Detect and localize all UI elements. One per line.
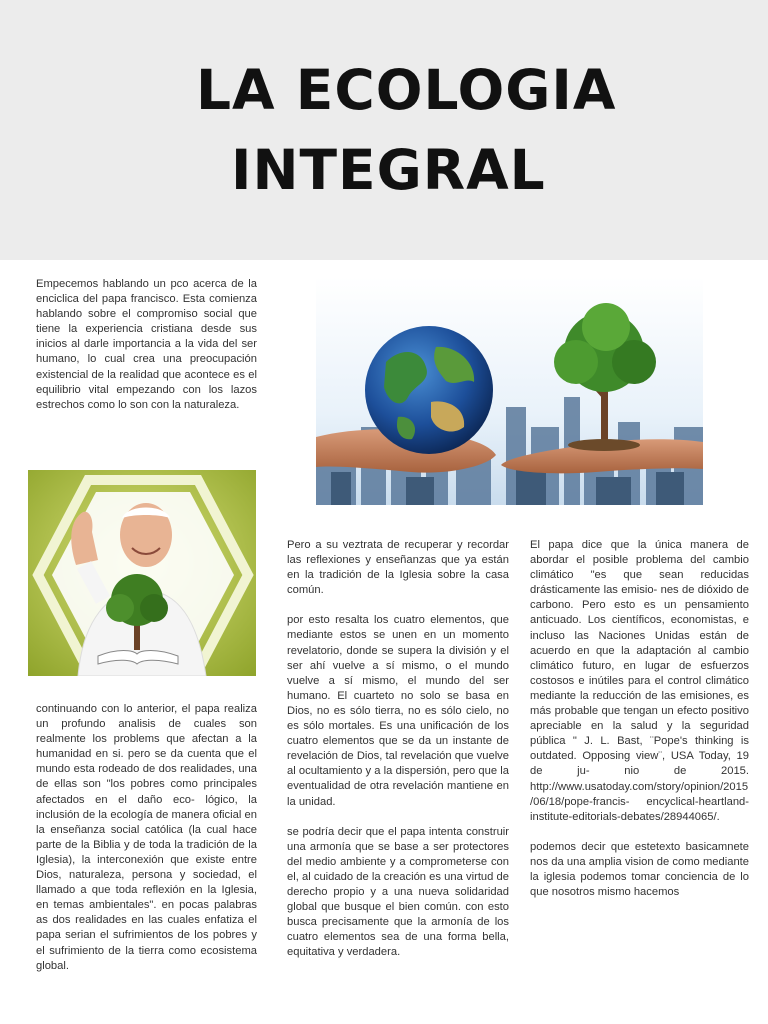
middle-paragraph-2: por esto resalta los cuatro elementos, que mediante estos se unen en un momento revelatorio, donde se supera la división y el ser ahí vuelve a sí mismo, o el mundo vuelve a sí mismo, el mundo del ser humano. El cuarteto no solo se basa en Dios, no es sólo tierra, no es sólo cielo, no es sólo mortales. Es una unificación de los cuatro elementos que se da un instante de revelación de Dios, tal revelación que vuelve al ocultamiento y a la dispersión, pero que la eventualidad de otra revelación mantiene en la unidad.: [287, 614, 509, 808]
title-banner: [0, 0, 768, 260]
pope-tree-book-image: [28, 470, 256, 676]
earth-tree-hands-image: [316, 277, 703, 505]
title-line-1: LA ECOLOGIA: [196, 58, 617, 122]
right-paragraph-1: El papa dice que la única manera de abordar el posible problema del cambio climático "es que sean reducidas drásticamente las emisio- nes de dióxido de carbono. Pero esto es un pensamiento anticuado. Los científicos, economistas, e incluso las Naciones Unidas están de acuerdo en que la adaptación al cambio climático futuro, en lugar de esfuerzos costosos e inútiles para el control climático mediante la reducción de las emisiones, es más probable que tengan un efecto positivo apreciable en la salud y la seguridad pública " J. L. Bast, ¨Pope's thinking is outdated. Opposing view¨, USA Today, 19 de ju- nio de 2015. http://www.usatoday.com/story/opinion/2015/06/18/pope-francis- encyclical-heartland-institute-editorials-debates/28944065/.: [530, 539, 749, 823]
right-paragraph-2: podemos decir que estetexto basicamnete nos da una amplia vision de como mediante la iglesia podemos tomar conciencia de lo que nosotros mismo hacemos: [530, 840, 749, 899]
intro-text: Empecemos hablando un pco acerca de la enciclica del papa francisco. Esta comienza hablando sobre el compromiso social que tiene la experiencia cristiana desde sus inicios al darle importancia a la vida del ser humano, lo cual crea una preocupación existencial de la realidad que acontece es el equilibrio vital empezando con los lazos estrechos como lo son con la naturaleza.: [36, 278, 257, 411]
title-line-2: INTEGRAL: [231, 138, 546, 202]
middle-column-text: [287, 538, 509, 975]
middle-paragraph-1: Pero a su veztrata de recuperar y recordar las reflexiones y enseñanzas que ya están en la tradición de la Iglesia sobre la casa común.: [287, 539, 509, 597]
left-column-text: continuando con lo anterior, el papa realiza un profundo analisis de cuales son realmente los problems que afectan a la humanidad en si. pero se da cuenta que el mundo esta rodeado de dos realidades, una de ellas son "los pobres como principales afectados en el daño eco- lógico, la inclusión de la ecología de manera oficial en la enseñanza social católica (la cual hace parte de la Biblia y de toda la tradición de la Iglesia), la interconexión que existe entre Dios, naturaleza, persona y sociedad, el llamado a que toda reflexión en la Iglesia, en temas ambientales". en pocas palabras as dos realidades en las cuales enfatiza el papa serian el sufrimientos de los pobres y el sufrimiento de la tierra como ecosistema global.: [36, 703, 257, 972]
right-column-text: [530, 538, 749, 915]
middle-paragraph-3: se podría decir que el papa intenta construir una armonía que se base a ser protectores del medio ambiente y a comprometerse con el, al cuidado de la creación es una virtud de derecho propio y a una nueva solidaridad global que busque el bien común. con esto busca precisamente que la armonía de los cuatro elementos sea de una forma bella, equitativa y verdadera.: [287, 825, 509, 959]
